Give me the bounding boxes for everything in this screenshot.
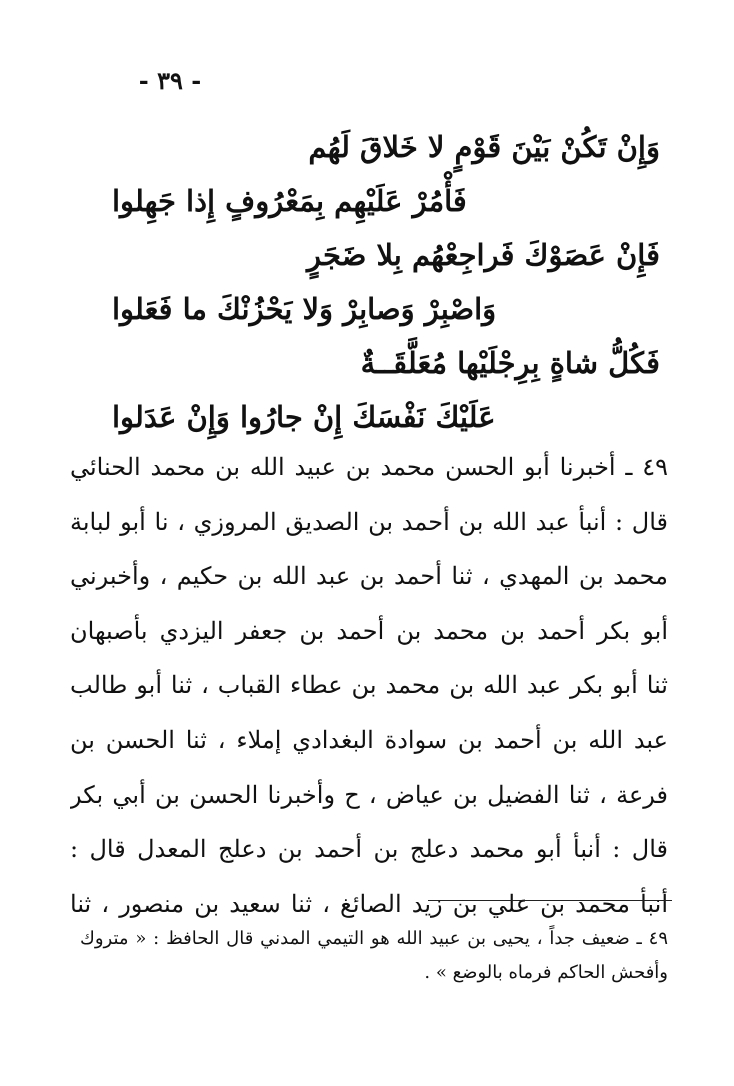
poem-verse: عَلَيْكَ نَفْسَكَ إِنْ جارُوا وَإِنْ عَدَلوا <box>112 400 496 434</box>
footnote-line: ٤٩ ـ ضعيف جداً ، يحيى بن عبيد الله هو التيمي المدني قال الحافظ : « متروك <box>80 928 668 949</box>
hadith-line: عبد الله بن أحمد بن سوادة البغدادي إملاء ، ثنا الحسن بن <box>70 725 668 754</box>
page-number: - ٣٩ - <box>138 66 202 95</box>
poem-verse: فَإِنْ عَصَوْكَ فَراجِعْهُم بِلا ضَجَرٍ <box>307 238 660 272</box>
hadith-line: محمد بن المهدي ، ثنا أحمد بن عبد الله بن حكيم ، وأخبرني <box>70 562 668 591</box>
hadith-line: قال : أنبأ أبو محمد دعلج بن أحمد بن دعلج المعدل قال : <box>70 835 668 864</box>
hadith-paragraph <box>70 440 668 931</box>
poem-verse: فَكُلُّ شاةٍ بِرِجْلَيْها مُعَلَّقَــةٌ <box>360 346 660 380</box>
poem-block <box>100 120 660 444</box>
poem-verse: فَأْمُرْ عَلَيْهِم بِمَعْرُوفٍ إِذا جَهِلوا <box>112 184 467 218</box>
hadith-line: فرعة ، ثنا الفضيل بن عياض ، ح وأخبرنا الحسن بن أبي بكر <box>70 780 668 809</box>
hadith-line: أبو بكر أحمد بن محمد بن أحمد بن جعفر اليزدي بأصبهان <box>70 616 668 645</box>
hadith-line: ٤٩ ـ أخبرنا أبو الحسن محمد بن عبيد الله بن محمد الحنائي <box>70 453 668 481</box>
footnote-line: وأفحش الحاكم فرماه بالوضع » . <box>424 962 668 983</box>
footnote <box>80 922 668 990</box>
hadith-line: ثنا أبو بكر عبد الله بن محمد بن عطاء القباب ، ثنا أبو طالب <box>70 671 668 700</box>
footnote-divider <box>428 900 672 901</box>
hadith-line: قال : أنبأ عبد الله بن أحمد بن الصديق المروزي ، نا أبو لبابة <box>70 507 668 536</box>
poem-verse: وَإِنْ تَكُنْ بَيْنَ قَوْمٍ لا خَلاقَ لَهُم <box>308 130 660 164</box>
poem-verse: وَاصْبِرْ وَصابِرْ وَلا يَحْزُنْكَ ما فَعَلوا <box>112 292 497 326</box>
hadith-line: أنبأ محمد بن علي بن زيد الصائغ ، ثنا سعيد بن منصور ، ثنا <box>70 889 668 918</box>
